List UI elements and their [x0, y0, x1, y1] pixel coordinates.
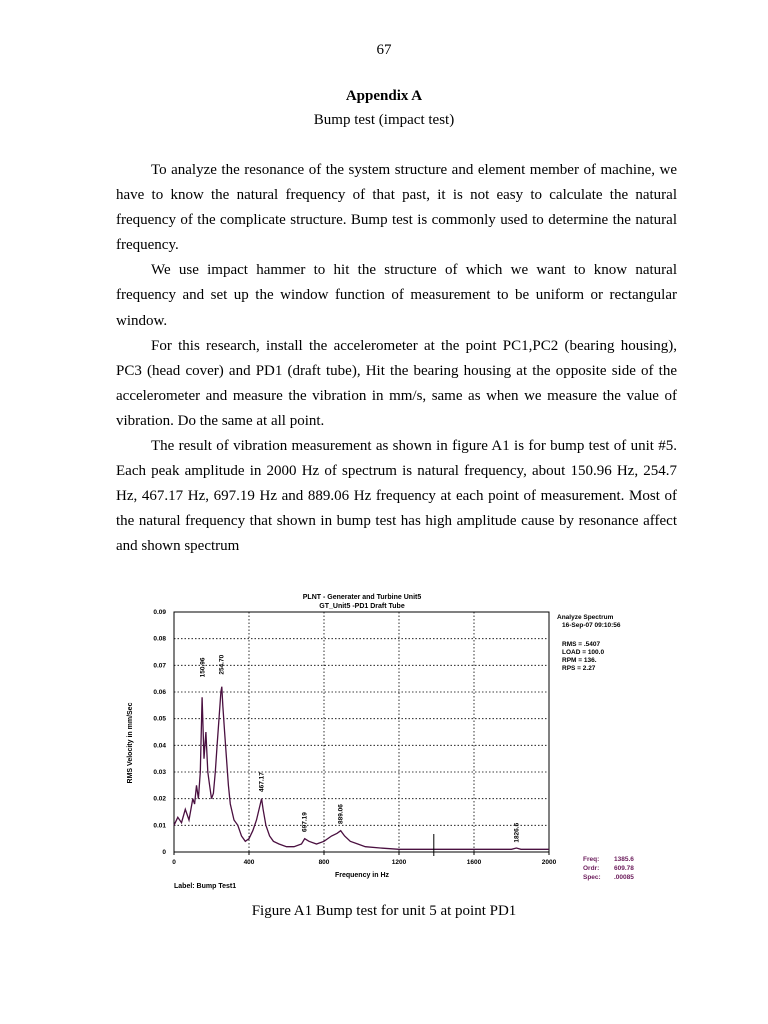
paragraph: We use impact hammer to hit the structure of which we want to know natural frequency and set up the window function of measurement to be uniform or rectangular window. — [116, 262, 677, 329]
y-axis-ticks — [153, 609, 166, 856]
x-tick-label: 400 — [243, 859, 255, 866]
y-tick-label: 0.01 — [153, 822, 166, 830]
body-text — [116, 158, 677, 560]
x-axis-label: Frequency in Hz — [334, 872, 390, 879]
spectrum-chart-svg — [112, 588, 672, 893]
cursor-freq-label: Freq: — [583, 856, 600, 863]
chart-label-text: Label: Bump Test1 — [174, 883, 237, 890]
chart-title: PLNT - Generater and Turbine Unit5 — [302, 594, 422, 601]
peak-label: 697.19 — [301, 812, 309, 832]
x-tick-label: 2000 — [541, 859, 557, 866]
info-analyze: Analyze Spectrum — [557, 614, 614, 621]
peak-labels — [199, 654, 520, 842]
info-rps: RPS = 2.27 — [562, 665, 596, 672]
peak-label: 889.06 — [337, 804, 345, 824]
info-panel — [557, 614, 621, 672]
appendix-subtitle: Bump test (impact test) — [313, 112, 455, 128]
x-tick-label: 1200 — [391, 859, 407, 866]
x-tick-label: 1600 — [466, 859, 482, 866]
y-tick-label: 0.05 — [153, 715, 166, 723]
y-tick-label: 0.06 — [153, 689, 166, 696]
x-tick-label: 0 — [172, 859, 176, 866]
page-number: 67 — [376, 42, 392, 58]
cursor-freq-value: 1385.6 — [614, 856, 634, 863]
figure-caption: Figure A1 Bump test for unit 5 at point PD1 — [251, 903, 517, 919]
paragraph: For this research, install the accelerometer at the point PC1,PC2 (bearing housing), PC3 (head cover) and PD1 (draft tube), Hit the bearing housing at the opposite side of the accelerometer and measure the vibration in mm/s, same as when we measure the value of vibration. Do the same at all point. — [116, 337, 677, 429]
x-axis-ticks — [172, 852, 556, 866]
y-tick-label: 0.04 — [153, 742, 166, 750]
spectrum-chart — [112, 588, 672, 893]
x-tick-label: 800 — [318, 859, 330, 866]
y-tick-label: 0.03 — [153, 769, 166, 776]
spectrum-line — [174, 687, 549, 850]
info-rpm: RPM = 136. — [562, 657, 597, 664]
y-tick-label: 0.09 — [153, 609, 166, 616]
peak-label: 1826.6 — [513, 822, 521, 843]
info-load: LOAD = 100.0 — [562, 649, 605, 656]
info-rms: RMS = .5407 — [562, 641, 601, 648]
paragraph: To analyze the resonance of the system structure and element member of machine, we have to know the natural frequency of that past, it is not easy to calculate the natural frequency of the complicate structure. Bump test is commonly used to determine the natural frequency. — [116, 162, 677, 254]
grid-lines — [174, 612, 549, 852]
cursor-ordr-label: Ordr: — [583, 865, 600, 872]
peak-label: 467.17 — [258, 772, 266, 792]
cursor-readout — [583, 856, 634, 881]
peak-label: 150.96 — [199, 657, 207, 678]
paragraph: The result of vibration measurement as shown in figure A1 is for bump test of unit #5. Each peak amplitude in 2000 Hz of spectrum is natural frequency, about 150.96 Hz, 254.7 Hz, 467.17 Hz, 697.19 Hz and 889.06 Hz frequency at each point of measurement. Most of the natural frequency that shown in bump test has high amplitude cause by resonance affect and shown spectrum — [116, 438, 677, 555]
y-tick-label: 0.08 — [153, 635, 166, 643]
cursor-spec-value: .00085 — [614, 874, 634, 881]
cursor-ordr-value: 609.78 — [614, 865, 634, 872]
y-tick-label: 0.02 — [153, 795, 166, 803]
plot-frame — [174, 612, 549, 852]
peak-label: 254.70 — [218, 654, 226, 675]
y-axis-label: RMS Velocity in mm/Sec — [127, 702, 134, 784]
chart-subtitle: GT_Unit5 -PD1 Draft Tube — [319, 603, 405, 610]
cursor-spec-label: Spec: — [583, 874, 601, 881]
y-tick-label: 0.07 — [153, 662, 166, 670]
y-tick-label: 0 — [162, 849, 166, 856]
appendix-title: Appendix A — [345, 88, 423, 104]
info-datetime: 16-Sep-07 09:10:56 — [562, 622, 621, 629]
